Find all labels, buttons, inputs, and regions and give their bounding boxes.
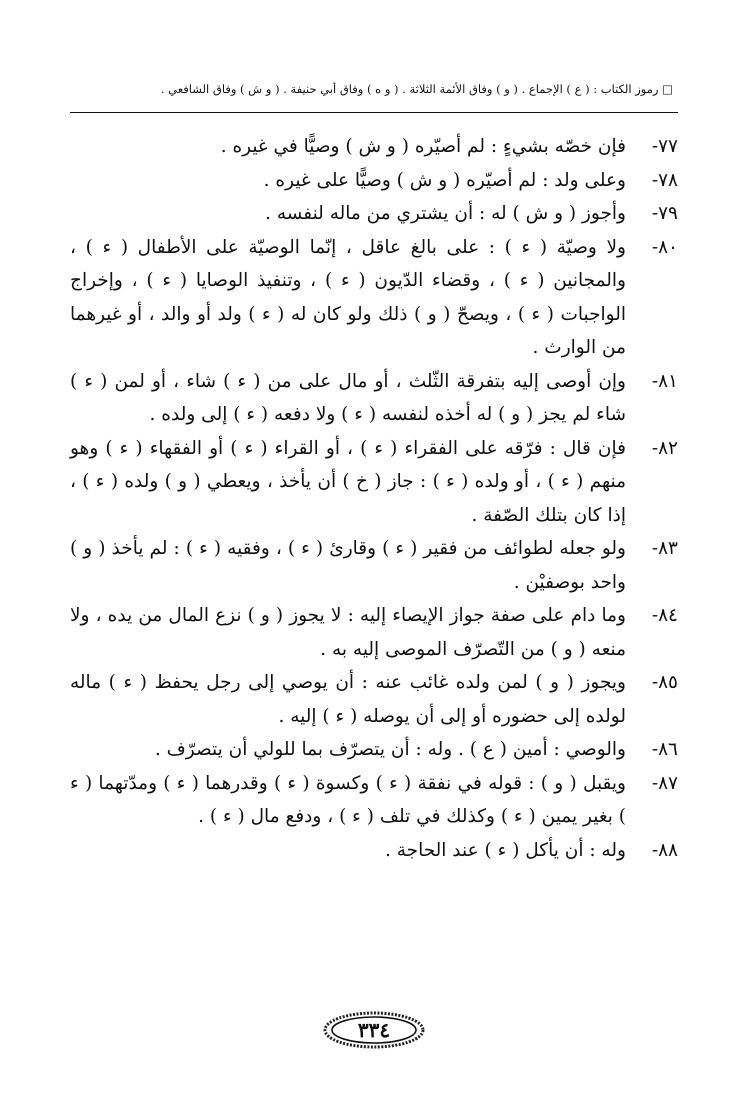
entry-number: ٧٨-: [651, 169, 678, 191]
page-number: ٣٣٤: [357, 1018, 391, 1042]
running-header: □ رموز الكتاب : ( ع ) الإجماع . ( و ) وفاق الأئمة الثلاثة . ( و ه ) وفاق أبي حنيفة . ( و ش ) وفاق الشافعي .: [160, 82, 673, 96]
list-item: [70, 164, 678, 198]
list-item: [70, 599, 678, 666]
entry-number: ٨٦-: [651, 739, 678, 760]
entry-text: ولو جعله لطوائف من فقير ( ء ) وقارئ ( ء ) ، وفقيه ( ء ) : لم يأخذ ( و ) واحد بوصفيْن .: [70, 538, 626, 593]
list-item: [70, 365, 678, 432]
entry-number: ٨٤-: [651, 605, 678, 626]
body-text: [70, 130, 678, 867]
entry-text: ويقبل ( و ) : قوله في نفقة ( ء ) وكسوة ( ء ) وقدرهما ( ء ) ومدّتهما ( ء ) بغير يمين ( ء ) وكذلك في تلف ( ء ) ، ودفع مال ( ء ) .: [70, 772, 626, 827]
entry-number: ٨٧-: [651, 772, 678, 794]
entry-text: وما دام على صفة جواز الإيصاء إليه : لا يجوز ( و ) نزع المال من يده ، ولا منعه ( و ) من التّصرّف الموصى إليه به .: [70, 605, 626, 660]
list-item: [70, 834, 678, 868]
entry-text: والوصي : أمين ( ع ) . وله : أن يتصرّف بما للولي أن يتصرّف .: [154, 739, 626, 760]
list-item: [70, 767, 678, 834]
entry-number: ٨٥-: [651, 672, 678, 693]
list-item: [70, 197, 678, 231]
list-item: [70, 130, 678, 164]
entry-text: وأجوز ( و ش ) له : أن يشتري من ماله لنفسه .: [265, 203, 626, 224]
entry-text: ولا وصيّة ( ء ) : على بالغ عاقل ، إنّما الوصيّة على الأطفال ( ء ) ، والمجانين ( ء ) ، وقضاء الدّيون ( ء ) ، وتنفيذ الوصايا ( ء ) ، وإخراج الواجبات ( ء ) ، ويصحّ ( و ) ذلك ولو كان له ( ء ) ولد أو والد ، أو غيرهما من الوارث .: [70, 236, 626, 358]
list-item: [70, 532, 678, 599]
entry-number: ٨٨-: [651, 839, 678, 861]
entry-number: ٨٣-: [651, 538, 678, 559]
list-item: [70, 733, 678, 767]
list-item: [70, 666, 678, 733]
header-divider: [70, 112, 678, 113]
entry-text: فإن قال : فرّقه على الفقراء ( ء ) ، أو القراء ( ء ) أو الفقهاء ( ء ) وهو منهم ( ء ) ، أو ولده ( ء ) : جاز ( خ ) أن يأخذ ، ويعطي ( و ) ولده ( ء ) ، إذا كان بتلك الصّفة .: [70, 437, 626, 526]
entry-number: ٨٠-: [651, 236, 678, 258]
list-item: [70, 432, 678, 533]
entry-text: وإن أوصى إليه بتفرقة الثّلث ، أو مال على من ( ء ) شاء ، أو لمن ( ء ) شاء لم يجز ( و ) له أخذه لنفسه ( ء ) ولا دفعه ( ء ) إلى ولده .: [70, 370, 626, 425]
entry-text: فإن خصّه بشيءٍ : لم أصيّره ( و ش ) وصيًّا في غيره .: [220, 136, 626, 157]
entry-number: ٨١-: [651, 370, 678, 392]
entry-number: ٧٧-: [651, 136, 678, 157]
page-number-ornament: [322, 1010, 426, 1050]
entry-text: وله : أن يأكل ( ء ) عند الحاجة .: [384, 839, 626, 861]
list-item: [70, 231, 678, 365]
entry-number: ٧٩-: [651, 203, 678, 224]
entry-number: ٨٢-: [651, 437, 678, 459]
entry-text: وعلى ولد : لم أصيّره ( و ش ) وصيًّا على غيره .: [263, 169, 626, 191]
entry-text: ويجوز ( و ) لمن ولده غائب عنه : أن يوصي إلى رجل يحفظ ( ء ) ماله لولده إلى حضوره أو إلى أن يوصله ( ء ) إليه .: [70, 672, 626, 727]
